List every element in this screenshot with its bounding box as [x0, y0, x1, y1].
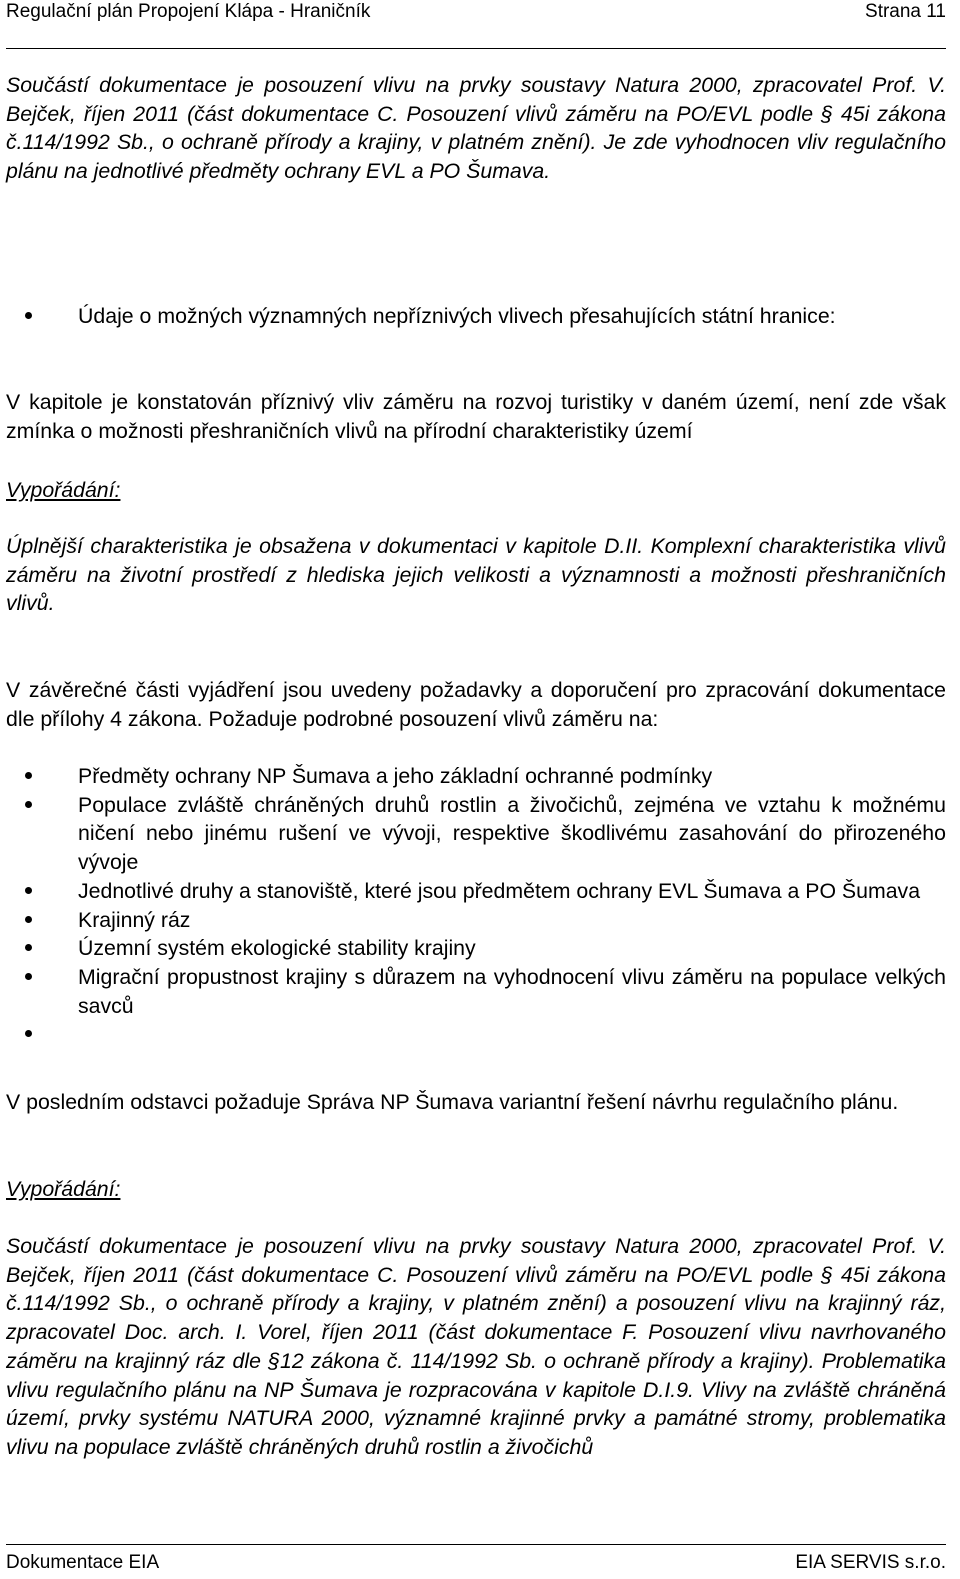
footer-left: Dokumentace EIA: [6, 1552, 160, 1573]
requirements-list: [6, 762, 946, 1049]
settlement-label-1: Vypořádání:: [6, 478, 121, 502]
bullet-heading-list: [6, 302, 946, 331]
bullet-icon: [25, 973, 32, 980]
list-item: [6, 934, 946, 963]
requirement-text: Územní systém ekologické stability krajiny: [78, 936, 476, 961]
paragraph-3: V posledním odstavci požaduje Správa NP Šumava variantní řešení návrhu regulačního plánu.: [6, 1090, 899, 1114]
header-divider: [6, 48, 946, 49]
bullet-icon: [25, 916, 32, 923]
bullet-icon: [25, 1030, 32, 1037]
settlement-text-2: Součástí dokumentace je posouzení vlivu na prvky soustavy Natura 2000, zpracovatel Prof. V. Bejček, říjen 2011 (část dokumentace C. Posouzení vlivů záměru na PO/EVL podle § 45i zákona č.114/1992 Sb., o ochraně přírody a krajiny, v platném znění) a posouzení vlivu na krajinný ráz, zpracovatel Doc. arch. I. Vorel, říjen 2011 (část dokumentace F. Posouzení vlivu navrhovaného záměru na krajinný ráz dle §12 zákona č. 114/1992 Sb. o ochraně přírody a krajiny). Problematika vlivu regulačního plánu na NP Šumava je rozpracována v kapitole D.I.9. Vlivy na zvláště chráněná území, prvky systému NATURA 2000, významné krajinné prvky a památné stromy, problematika vlivu na populace zvláště chráněných druhů rostlin a živočichů: [6, 1234, 946, 1459]
intro-paragraph: Součástí dokumentace je posouzení vlivu na prvky soustavy Natura 2000, zpracovatel Prof. V. Bejček, říjen 2011 (část dokumentace C. Posouzení vlivů záměru na PO/EVL podle § 45i zákona č.114/1992 Sb., o ochraně přírody a krajiny, v platném znění). Je zde vyhodnocen vliv regulačního plánu na jednotlivé předměty ochrany EVL a PO Šumava.: [6, 73, 946, 184]
footer-divider: [6, 1544, 946, 1545]
requirement-text: Migrační propustnost krajiny s důrazem na vyhodnocení vlivu záměru na populace velkých savců: [78, 964, 946, 1018]
document-title: Regulační plán Propojení Klápa - Hraničník: [6, 1, 371, 22]
list-item: [6, 302, 946, 331]
bullet-icon: [25, 887, 32, 894]
page-footer: [6, 1550, 946, 1576]
paragraph-2: V závěrečné části vyjádření jsou uvedeny požadavky a doporučení pro zpracování dokumentace dle přílohy 4 zákona. Požaduje podrobné posouzení vlivů záměru na:: [6, 678, 946, 731]
footer-right: EIA SERVIS s.r.o.: [795, 1552, 946, 1573]
requirement-text: Předměty ochrany NP Šumava a jeho základní ochranné podmínky: [78, 764, 713, 788]
bullet-icon: [25, 312, 32, 319]
page-header: [6, 0, 946, 24]
list-item: [6, 963, 946, 1020]
requirement-text: Populace zvláště chráněných druhů rostlin a živočichů, zejména ve vztahu k možnému ničení nebo jinému rušení ve vývoji, respektive škodlivému zasahování do přirozeného vývoje: [78, 792, 946, 875]
list-item: [6, 1020, 946, 1049]
settlement-text-1: Úplnější charakteristika je obsažena v dokumentaci v kapitole D.II. Komplexní charakteristika vlivů záměru na životní prostředí z hlediska jejich velikosti a významnosti a možnosti přeshraničních vlivů.: [6, 534, 946, 616]
requirement-text: Krajinný ráz: [78, 907, 191, 932]
requirement-text: Jednotlivé druhy a stanoviště, které jsou předmětem ochrany EVL Šumava a PO Šumava: [78, 878, 921, 903]
page-number: Strana 11: [865, 1, 946, 22]
paragraph-1: V kapitole je konstatován příznivý vliv záměru na rozvoj turistiky v daném území, není zde však zmínka o možnosti přeshraničních vlivů na přírodní charakteristiky území: [6, 390, 946, 443]
bullet-icon: [25, 801, 32, 808]
list-item: [6, 906, 946, 935]
list-item: [6, 877, 946, 906]
bullet-icon: [25, 772, 32, 779]
bullet-heading: Údaje o možných významných nepříznivých vlivech přesahujících státní hranice:: [78, 304, 836, 328]
bullet-icon: [25, 944, 32, 951]
list-item: [6, 791, 946, 877]
settlement-label-2: Vypořádání:: [6, 1177, 121, 1201]
list-item: [6, 762, 946, 791]
